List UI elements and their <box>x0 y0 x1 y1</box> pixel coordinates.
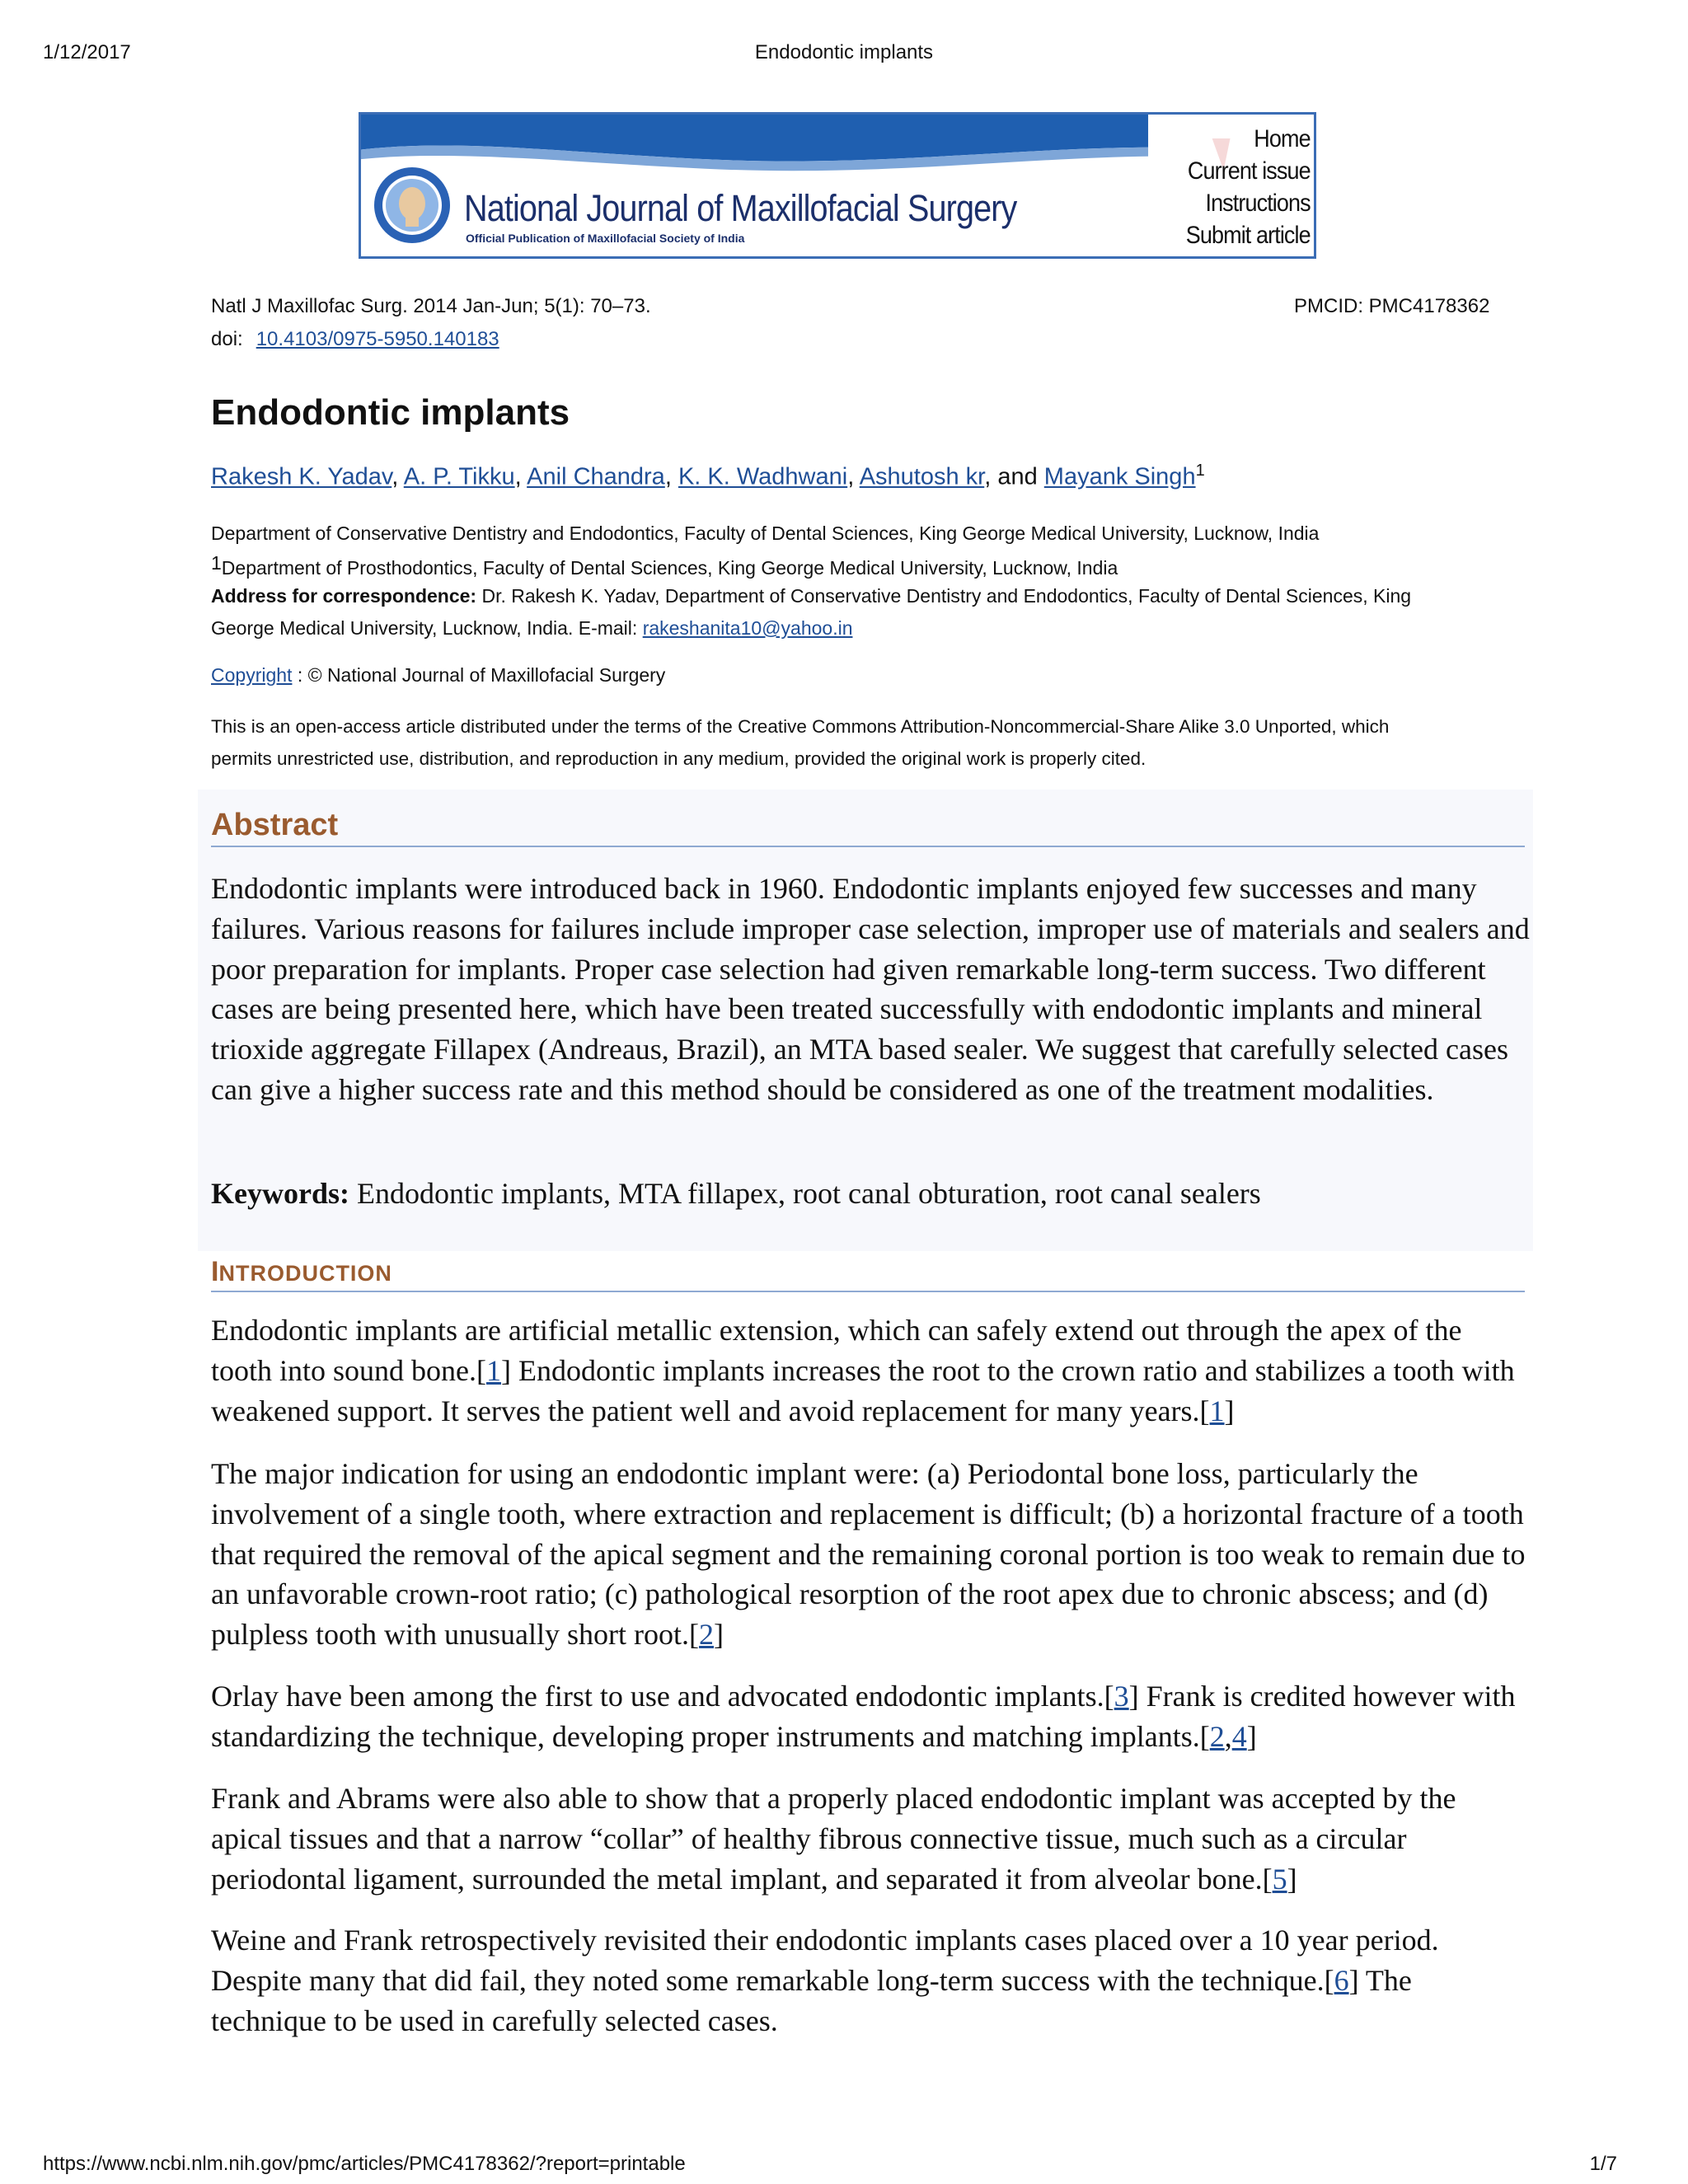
reference-link[interactable]: 2 <box>1209 1719 1225 1753</box>
author-link[interactable]: Rakesh K. Yadav <box>211 463 392 490</box>
reference-link[interactable]: 1 <box>485 1353 501 1387</box>
author-list <box>211 462 1205 491</box>
page-number: 1/7 <box>1589 2153 1617 2175</box>
nav-instructions[interactable]: Instructions <box>1205 190 1311 217</box>
paragraph-text: Orlay have been among the first to use and advocated endodontic implants.[ <box>211 1680 1114 1713</box>
intro-paragraph-4 <box>211 1779 1530 1899</box>
intro-paragraph-3 <box>211 1676 1530 1757</box>
author-separator: , <box>664 463 678 490</box>
paragraph-text: Frank and Abrams were also able to show that a properly placed endodontic implant was accepted by the apical tissues and that a narrow “collar” of healthy fibrous connective tissue, much such as a circular periodontal ligament, surrounded the metal implant, and separated it from alveolar bone.[ <box>211 1782 1456 1896</box>
reference-link[interactable]: 5 <box>1272 1862 1287 1896</box>
doi-label: doi: <box>211 328 243 350</box>
license-line-2: permits unrestricted use, distribution, and reproduction in any medium, provided the original work is properly cited. <box>211 748 1146 769</box>
paragraph-text: ] <box>713 1618 724 1652</box>
paragraph-text: Weine and Frank retrospectively revisited their endodontic implants cases placed over a 10 year period. Despite many that did fail, they noted some remarkable long-term success with the technique.[ <box>211 1924 1439 1997</box>
author-separator: , <box>847 463 860 490</box>
license-text <box>211 710 1530 775</box>
intro-paragraph-1 <box>211 1310 1530 1431</box>
author-link[interactable]: Mayank Singh <box>1043 463 1196 490</box>
print-title: Endodontic implants <box>754 41 934 63</box>
introduction-heading <box>211 1256 392 1288</box>
keywords-label: Keywords: <box>211 1177 349 1210</box>
license-line-1: This is an open-access article distributed under the terms of the Creative Commons Attribution-Noncommercial-Share Alike 3.0 Unported, which <box>211 716 1390 737</box>
paragraph-text: Endodontic implants are artificial metallic extension, which can safely extend out through the apex of the tooth into sound bone.[ <box>211 1314 1462 1387</box>
paragraph-text: , <box>1224 1719 1232 1753</box>
reference-link[interactable]: 4 <box>1231 1719 1247 1753</box>
author-separator: , and <box>984 463 1044 490</box>
author-separator: , <box>514 463 528 490</box>
introduction-rule <box>211 1291 1525 1292</box>
affiliation-marker: 1 <box>211 552 222 574</box>
print-header <box>0 41 1688 71</box>
nav-home[interactable]: Home <box>1254 125 1311 152</box>
introduction-heading-initial: I <box>211 1256 219 1287</box>
copyright-text: : © National Journal of Maxillofacial Surgery <box>292 664 666 686</box>
reference-link[interactable]: 2 <box>698 1618 714 1652</box>
author-link[interactable]: Ashutosh kr <box>859 463 985 490</box>
reference-link[interactable]: 1 <box>1209 1394 1225 1427</box>
paragraph-text: The major indication for using an endodontic implant were: (a) Periodontal bone loss, particularly the involvement of a single tooth, where extraction and replacement is difficult; (b) a horizontal fracture of a tooth that required the removal of the apical segment and the remaining coronal portion is too weak to remain due to an unfavorable crown-root ratio; (c) pathological resorption of the root apex due to chronic abscess; and (d) pulpless tooth with unusually short root.[ <box>211 1457 1526 1652</box>
pmcid: PMCID: PMC4178362 <box>1294 295 1490 317</box>
reference-link[interactable]: 6 <box>1334 1963 1349 1997</box>
journal-name: National Journal of Maxillofacial Surgery <box>464 187 1017 229</box>
doi-line <box>211 328 499 351</box>
introduction-heading-rest: NTRODUCTION <box>218 1261 392 1286</box>
author-link[interactable]: A. P. Tikku <box>403 463 515 490</box>
print-date: 1/12/2017 <box>43 41 131 63</box>
intro-paragraph-2 <box>211 1454 1530 1655</box>
paragraph-text: ] <box>1287 1862 1297 1896</box>
article-title: Endodontic implants <box>211 392 570 433</box>
paragraph-text: ] Frank is credited however with standardizing the technique, developing proper instruments and matching implants.[ <box>211 1680 1516 1753</box>
correspondence <box>211 580 1525 644</box>
correspondence-line-2: George Medical University, Lucknow, India. E-mail: <box>211 617 643 639</box>
journal-banner <box>359 112 1316 259</box>
keywords-line <box>211 1174 1530 1214</box>
author-separator: , <box>392 463 404 490</box>
copyright-link[interactable]: Copyright <box>211 664 293 686</box>
citation-source: Natl J Maxillofac Surg. 2014 Jan-Jun; 5(1): 70–73. <box>211 295 651 317</box>
correspondence-label: Address for correspondence: <box>211 585 477 607</box>
email-link[interactable]: rakeshanita10@yahoo.in <box>642 617 853 639</box>
intro-paragraph-5 <box>211 1920 1530 2041</box>
affiliation-2-text: Department of Prosthodontics, Faculty of Dental Sciences, King George Medical University, Lucknow, India <box>221 557 1118 579</box>
correspondence-line-1: Dr. Rakesh K. Yadav, Department of Conservative Dentistry and Endodontics, Faculty of Dental Sciences, King <box>476 585 1412 607</box>
paragraph-text: ] Endodontic implants increases the root to the crown ratio and stabilizes a tooth with weakened support. It serves the patient well and avoid replacement for many years.[ <box>211 1353 1515 1427</box>
paragraph-text: ] <box>1224 1394 1235 1427</box>
nav-submit-article[interactable]: Submit article <box>1186 222 1311 249</box>
abstract-heading: Abstract <box>211 808 339 842</box>
author-link[interactable]: Anil Chandra <box>527 463 665 490</box>
doi-link[interactable]: 10.4103/0975-5950.140183 <box>256 328 499 350</box>
copyright-line <box>211 664 665 687</box>
paragraph-text: ] <box>1246 1719 1257 1753</box>
print-url: https://www.ncbi.nlm.nih.gov/pmc/articles/PMC4178362/?report=printable <box>43 2153 686 2175</box>
society-seal-icon <box>371 164 453 246</box>
banner-nav <box>1172 123 1311 251</box>
affiliation-marker: 1 <box>1195 462 1205 480</box>
nav-current-issue[interactable]: Current issue <box>1188 157 1311 185</box>
reference-link[interactable]: 3 <box>1114 1680 1129 1713</box>
paragraph-text: ] The technique to be used in carefully selected cases. <box>211 1963 1412 2037</box>
affiliation-1: Department of Conservative Dentistry and Endodontics, Faculty of Dental Sciences, King George Medical University, Lucknow, India <box>211 523 1320 544</box>
affiliation-2 <box>211 547 1525 584</box>
journal-subtitle: Official Publication of Maxillofacial Society of India <box>466 232 745 245</box>
keywords-text: Endodontic implants, MTA fillapex, root canal obturation, root canal sealers <box>349 1177 1261 1210</box>
abstract-rule <box>211 846 1525 847</box>
author-link[interactable]: K. K. Wadhwani <box>678 463 848 490</box>
abstract-text: Endodontic implants were introduced back in 1960. Endodontic implants enjoyed few successes and many failures. Various reasons for failures include improper case selection, improper use of materials and sealers and poor preparation for implants. Proper case selection had given remarkable long-term success. Two different cases are being presented here, which have been treated successfully with endodontic implants and mineral trioxide aggregate Fillapex (Andreaus, Brazil), an MTA based sealer. We suggest that carefully selected cases can give a higher success rate and this method should be considered as one of the treatment modalities. <box>211 872 1530 1106</box>
